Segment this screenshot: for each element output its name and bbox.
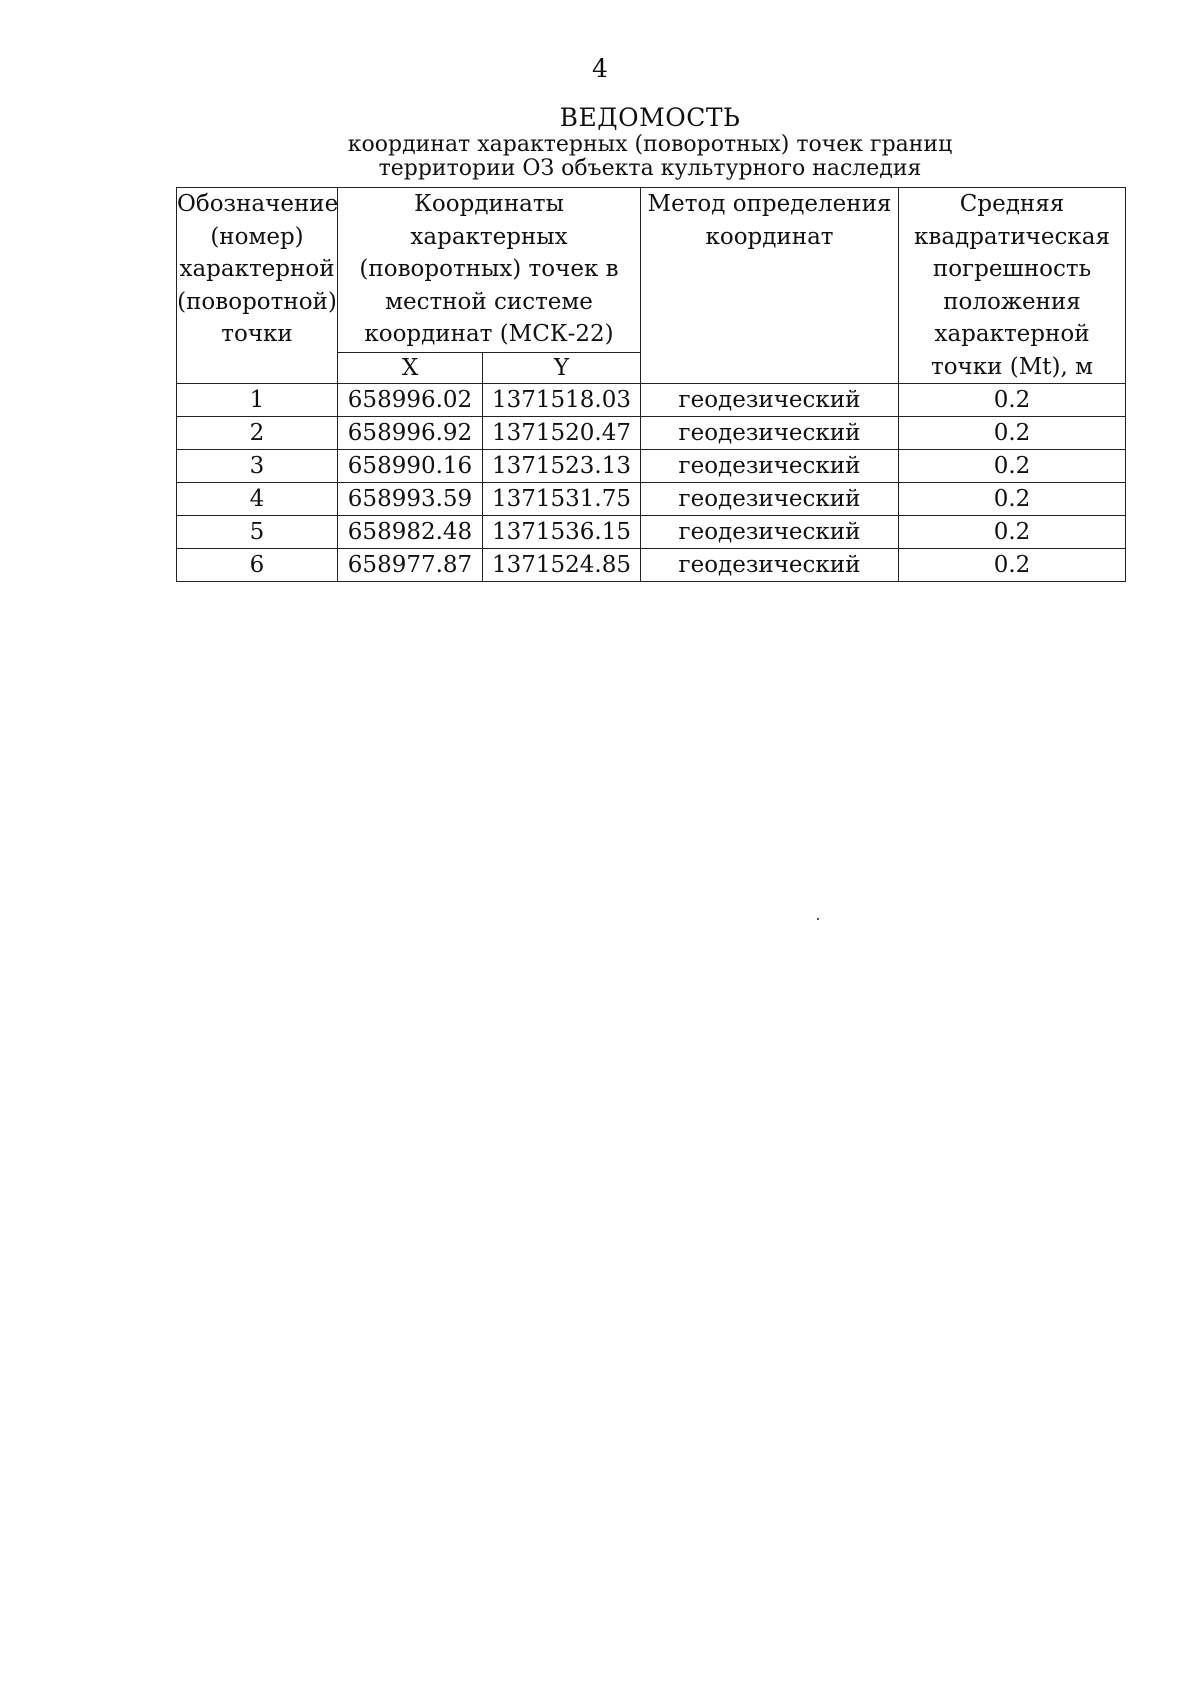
cell-method: геодезический	[641, 483, 899, 516]
cell-x: 658982.48	[338, 516, 483, 549]
header-coords	[338, 188, 641, 353]
header-error-label: Средняя квадратическая погрешность положения характерной точки (Mt), м	[914, 191, 1110, 380]
cell-point: 3	[177, 450, 338, 483]
table-row	[177, 483, 1126, 516]
cell-method: геодезический	[641, 516, 899, 549]
cell-method: геодезический	[641, 549, 899, 582]
table-row	[177, 450, 1126, 483]
table-row	[177, 417, 1126, 450]
cell-x: 658990.16	[338, 450, 483, 483]
cell-y: 1371536.15	[483, 516, 641, 549]
cell-method: геодезический	[641, 450, 899, 483]
table-row	[177, 549, 1126, 582]
header-coords-label: Координаты характерных (поворотных) точек в местной системе координат (МСК-22)	[359, 191, 619, 347]
cell-y: 1371518.03	[483, 384, 641, 417]
cell-x: 658996.92	[338, 417, 483, 450]
cell-y: 1371524.85	[483, 549, 641, 582]
document-title: ВЕДОМОСТЬ	[559, 103, 741, 132]
table-row	[177, 516, 1126, 549]
cell-x: 658977.87	[338, 549, 483, 582]
cell-point: 5	[177, 516, 338, 549]
cell-point: 6	[177, 549, 338, 582]
cell-error: 0.2	[899, 384, 1126, 417]
cell-point: 4	[177, 483, 338, 516]
cell-error: 0.2	[899, 417, 1126, 450]
header-method	[641, 188, 899, 384]
cell-point: 2	[177, 417, 338, 450]
page-number: 4	[592, 54, 608, 83]
header-y: Y	[483, 353, 641, 384]
coordinates-table	[176, 187, 1126, 582]
document-subtitle-line-1: координат характерных (поворотных) точек границ	[347, 132, 953, 157]
cell-error: 0.2	[899, 450, 1126, 483]
document-subtitle-line-2: территории ОЗ объекта культурного наследия	[378, 156, 922, 181]
table-header-row	[177, 188, 1126, 353]
cell-y: 1371523.13	[483, 450, 641, 483]
cell-point: 1	[177, 384, 338, 417]
cell-method: геодезический	[641, 384, 899, 417]
scan-speck	[817, 918, 819, 920]
header-point-label: Обозначение (номер) характерной (поворотной) точки	[177, 191, 339, 347]
cell-x: 658996.02	[338, 384, 483, 417]
header-method-label: Метод определения координат	[647, 191, 892, 250]
cell-error: 0.2	[899, 516, 1126, 549]
cell-y: 1371520.47	[483, 417, 641, 450]
table-row	[177, 384, 1126, 417]
cell-method: геодезический	[641, 417, 899, 450]
cell-y: 1371531.75	[483, 483, 641, 516]
header-x: X	[338, 353, 483, 384]
cell-error: 0.2	[899, 483, 1126, 516]
header-point	[177, 188, 338, 384]
cell-error: 0.2	[899, 549, 1126, 582]
header-error	[899, 188, 1126, 384]
cell-x: 658993.59	[338, 483, 483, 516]
